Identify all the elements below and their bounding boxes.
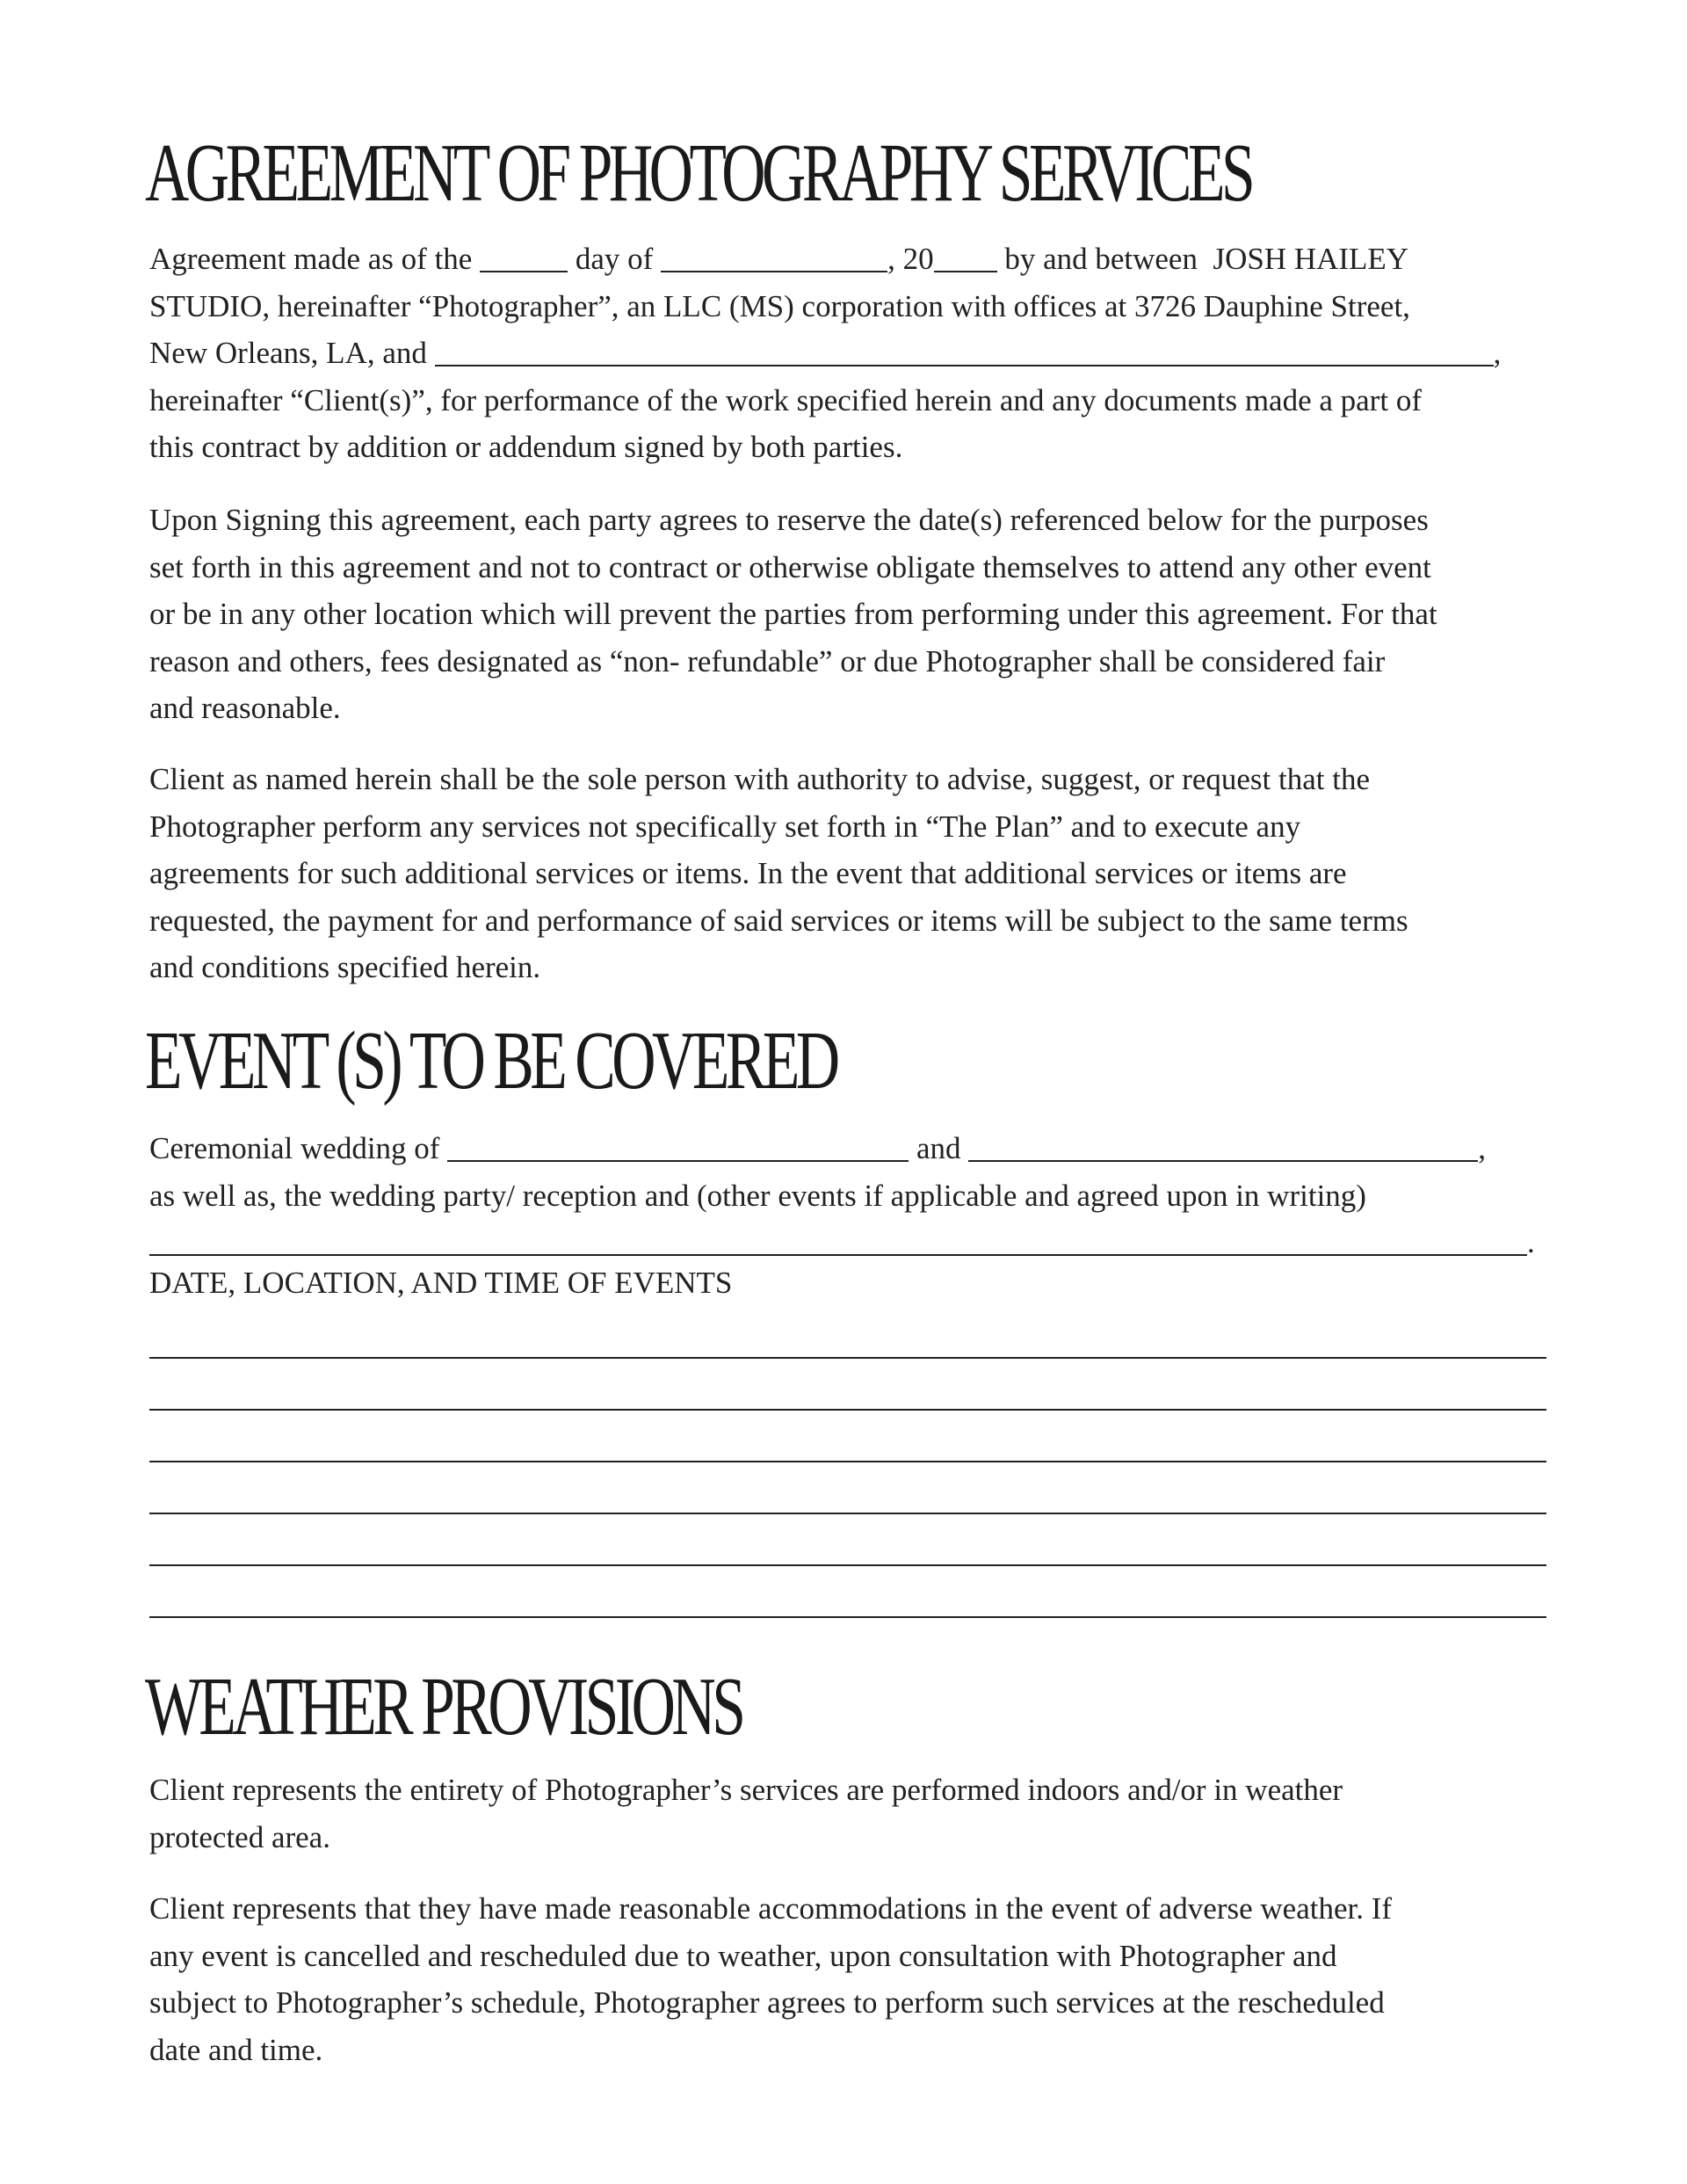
- agreement-intro-paragraph: [149, 236, 1546, 471]
- text-line: as well as, the wedding party/ reception and (other events if applicable and agreed upon in writing): [149, 1178, 1366, 1213]
- text-line: [149, 1219, 1546, 1266]
- text-line: subject to Photographer’s schedule, Photographer agrees to perform such services at the rescheduled: [149, 1985, 1385, 2020]
- year-blank[interactable]: [934, 244, 997, 272]
- weather-reschedule-paragraph: [149, 1885, 1546, 2073]
- other-events-blank[interactable]: [149, 1228, 1527, 1256]
- text-fragment: New Orleans, LA, and: [149, 336, 427, 370]
- text-fragment: ,: [1493, 336, 1502, 370]
- day-blank[interactable]: [480, 244, 568, 272]
- date-entry-line[interactable]: [149, 1513, 1546, 1514]
- events-paragraph: [149, 1125, 1546, 1266]
- date-entry-line[interactable]: [149, 1357, 1546, 1359]
- reservation-paragraph: [149, 497, 1546, 732]
- text-line: protected area.: [149, 1819, 330, 1854]
- agreement-heading: AGREEMENT OF PHOTOGRAPHY SERVICES: [145, 127, 1252, 219]
- client-authority-paragraph: [149, 756, 1546, 991]
- text-fragment: .: [1527, 1225, 1535, 1259]
- weather-heading: WEATHER PROVISIONS: [145, 1661, 742, 1752]
- text-line: STUDIO, hereinafter “Photographer”, an LLC (MS) corporation with offices at 3726 Dauphine Street,: [149, 288, 1410, 323]
- text-line: agreements for such additional services or items. In the event that additional services or items are: [149, 856, 1347, 890]
- client-name-blank[interactable]: [435, 338, 1494, 366]
- date-location-time-label: DATE, LOCATION, AND TIME OF EVENTS: [149, 1266, 733, 1300]
- text-line: reason and others, fees designated as “non- refundable” or due Photographer shall be considered fair: [149, 643, 1386, 678]
- events-heading: EVENT (S) TO BE COVERED: [145, 1015, 836, 1107]
- date-entry-line[interactable]: [149, 1461, 1546, 1462]
- text-line: Client represents that they have made reasonable accommodations in the event of adverse weather. If: [149, 1891, 1393, 1926]
- text-line: or be in any other location which will prevent the parties from performing under this agreement. For that: [149, 597, 1437, 631]
- month-blank[interactable]: [661, 244, 887, 272]
- date-entry-line[interactable]: [149, 1564, 1546, 1566]
- partner-one-blank[interactable]: [447, 1134, 909, 1162]
- text-line: Photographer perform any services not specifically set forth in “The Plan” and to execute any: [149, 809, 1301, 844]
- text-line: hereinafter “Client(s)”, for performance of the work specified herein and any documents made a part of: [149, 382, 1422, 417]
- text-line: Client as named herein shall be the sole person with authority to advise, suggest, or request that the: [149, 762, 1370, 796]
- text-fragment: , 20: [887, 242, 934, 276]
- text-line: Client represents the entirety of Photographer’s services are performed indoors and/or in weather: [149, 1773, 1343, 1807]
- text-line: Upon Signing this agreement, each party agrees to reserve the date(s) referenced below for the purposes: [149, 503, 1429, 537]
- text-line: [149, 236, 1546, 283]
- text-line: and conditions specified herein.: [149, 950, 541, 984]
- text-line: any event is cancelled and rescheduled due to weather, upon consultation with Photographer and: [149, 1938, 1337, 1973]
- text-fragment: Agreement made as of the: [149, 242, 473, 276]
- text-fragment: day of: [575, 242, 654, 276]
- text-line: requested, the payment for and performance of said services or items will be subject to the same terms: [149, 903, 1408, 938]
- text-fragment: Ceremonial wedding of: [149, 1131, 440, 1165]
- text-line: [149, 1125, 1546, 1172]
- text-fragment: ,: [1478, 1131, 1487, 1165]
- text-fragment: by and between JOSH HAILEY: [1004, 242, 1409, 276]
- date-entry-line[interactable]: [149, 1616, 1546, 1618]
- text-line: set forth in this agreement and not to contract or otherwise obligate themselves to attend any other event: [149, 549, 1431, 584]
- date-entry-line[interactable]: [149, 1409, 1546, 1411]
- weather-indoors-paragraph: [149, 1767, 1546, 1861]
- text-line: and reasonable.: [149, 691, 341, 725]
- text-line: date and time.: [149, 2032, 323, 2067]
- partner-two-blank[interactable]: [968, 1134, 1478, 1162]
- text-line: this contract by addition or addendum signed by both parties.: [149, 430, 903, 464]
- text-line: [149, 330, 1546, 377]
- text-fragment: and: [916, 1131, 961, 1165]
